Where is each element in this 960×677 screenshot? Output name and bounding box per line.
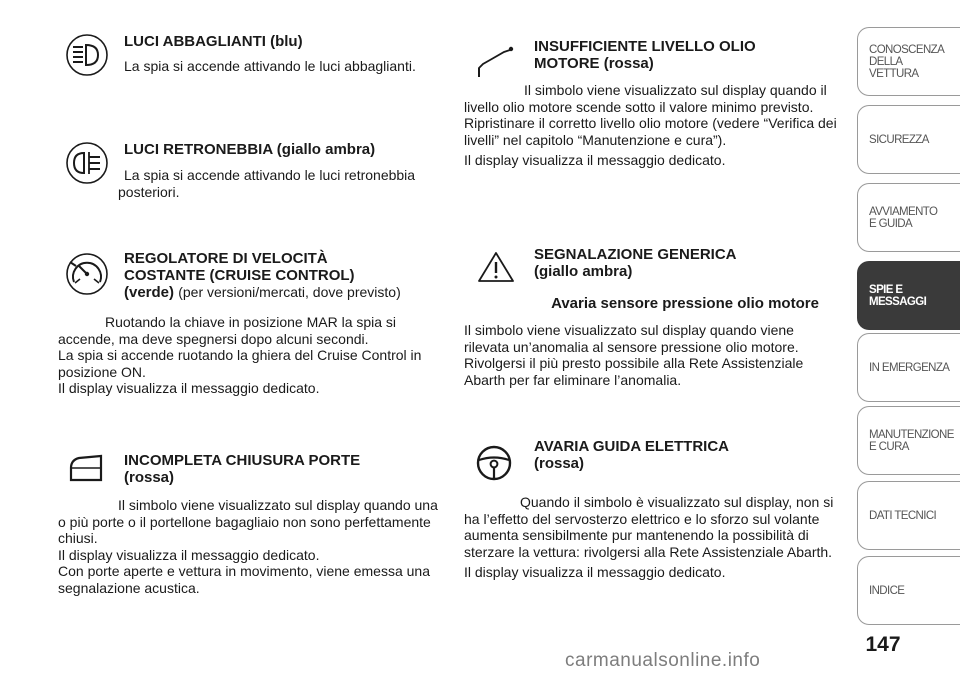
section-text-porte — [58, 497, 442, 596]
section-text: Con porte aperte e vettura in movimento, viene emessa una segnalazione acustica. — [58, 563, 430, 596]
tab-sicurezza[interactable]: SICUREZZA — [857, 105, 960, 174]
section-luci-abbaglianti — [124, 33, 444, 75]
steering-wheel-icon — [472, 443, 516, 488]
tab-manutenzione-e-cura[interactable]: MANUTENZIONE E CURA — [857, 406, 960, 475]
door-open-icon — [65, 452, 109, 491]
section-title: REGOLATORE DI VELOCITÀ — [124, 250, 328, 267]
tab-indice[interactable]: INDICE — [857, 556, 960, 625]
section-text: Il display visualizza il messaggio dedicato. — [464, 564, 726, 580]
section-title: LUCI RETRONEBBIA (giallo ambra) — [124, 141, 376, 158]
cruise-control-icon — [58, 252, 116, 301]
page-number: 147 — [865, 633, 901, 656]
section-livello-olio — [534, 38, 844, 72]
rear-fog-light-icon — [58, 141, 116, 190]
section-title: AVARIA GUIDA ELETTRICA — [534, 438, 729, 455]
section-title: COSTANTE (CRUISE CONTROL) — [124, 267, 355, 284]
high-beam-icon — [58, 33, 116, 82]
section-text: Quando il simbolo è visualizzato sul display, non si ha l’effetto del servosterzo elettrico e lo sforzo sul volante aumenta sensibilmente pur mantenendo la possibilità di sterzare la vettura: rivolgersi alla Rete Assistenziale Abarth. — [464, 494, 834, 560]
section-text-retronebbia — [118, 167, 444, 200]
section-text-cruise — [58, 314, 440, 397]
section-subtitle: Avaria sensore pressione olio motore — [551, 295, 819, 312]
tab-conoscenza-della-vettura[interactable]: CONOSCENZA DELLA VETTURA — [857, 27, 960, 96]
section-text-generica — [464, 322, 832, 388]
section-title: MOTORE (rossa) — [534, 55, 654, 72]
section-text-guida — [464, 494, 836, 581]
oil-level-icon — [470, 40, 520, 85]
tab-dati-tecnici[interactable]: DATI TECNICI — [857, 481, 960, 550]
section-title: (rossa) — [124, 469, 175, 486]
section-title: (verde) (per versioni/mercati, dove previsto) — [124, 284, 401, 301]
section-cruise-control — [124, 250, 444, 301]
section-text: Il simbolo viene visualizzato sul display quando viene rilevata un’anomalia al sensore pressione olio motore. Rivolgersi il più presto possibile alla Rete Assistenziale Abarth per far eliminare l’anomalia. — [464, 322, 804, 388]
tab-spie-e-messaggi[interactable]: SPIE E MESSAGGI — [857, 261, 960, 330]
warning-triangle-icon — [476, 250, 516, 289]
section-text-olio — [464, 82, 844, 169]
section-text: Ruotando la chiave in posizione MAR la spia si accende, ma deve spegnersi dopo alcuni secondi. — [58, 314, 397, 347]
section-guida-elettrica — [534, 438, 844, 472]
section-title: SEGNALAZIONE GENERICA — [534, 246, 737, 263]
section-title: INSUFFICIENTE LIVELLO OLIO — [534, 38, 756, 55]
section-chiusura-porte — [124, 452, 444, 486]
section-text: Il display visualizza il messaggio dedicato. — [464, 152, 726, 168]
section-text: Il simbolo viene visualizzato sul display quando il livello olio motore scende sotto il valore minimo previsto. Ripristinare il corretto livello olio motore (vedere “Verifica dei livelli” nel capitolo “Manutenzione e cura”). — [464, 82, 837, 148]
tab-in-emergenza[interactable]: IN EMERGENZA — [857, 333, 960, 402]
section-text: La spia si accende attivando le luci abbaglianti. — [124, 58, 416, 74]
section-title: (rossa) — [534, 455, 585, 472]
section-title: INCOMPLETA CHIUSURA PORTE — [124, 452, 361, 469]
section-title: LUCI ABBAGLIANTI (blu) — [124, 33, 303, 50]
section-title: (giallo ambra) — [534, 263, 633, 280]
section-text: Il simbolo viene visualizzato sul display quando una o più porte o il portellone bagagliaio non sono perfettamente chiusi. — [58, 497, 438, 546]
section-segnalazione-generica — [534, 246, 844, 280]
section-luci-retronebbia — [124, 141, 444, 158]
section-text: La spia si accende attivando le luci retronebbia posteriori. — [118, 167, 416, 200]
chapter-tabs — [857, 0, 960, 640]
section-subtitle-pressione — [464, 295, 846, 312]
section-text: La spia si accende ruotando la ghiera del Cruise Control in posizione ON. — [58, 347, 422, 380]
section-text: Il display visualizza il messaggio dedicato. — [58, 546, 320, 563]
tab-avviamento-e-guida[interactable]: AVVIAMENTO E GUIDA — [857, 183, 960, 252]
section-text: Il display visualizza il messaggio dedicato. — [58, 380, 320, 396]
watermark: carmanualsonline.info — [565, 650, 761, 671]
